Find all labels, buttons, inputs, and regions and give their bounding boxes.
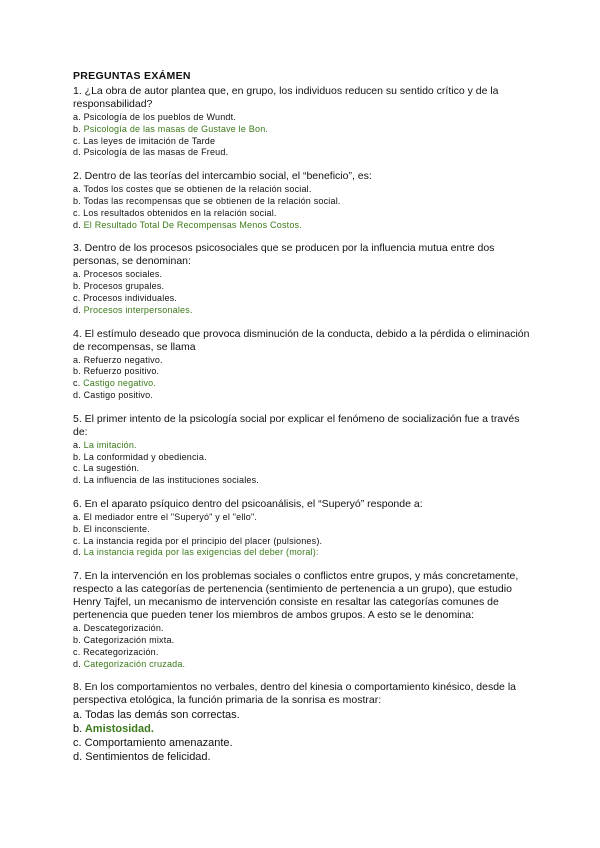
answer-option xyxy=(73,524,533,536)
answer-option xyxy=(73,136,533,148)
question-stem: 6. En el aparato psíquico dentro del psicoanálisis, el “Superyó” responde a: xyxy=(73,497,423,510)
option-letter: b. xyxy=(73,195,81,206)
option-letter: a. xyxy=(73,354,81,365)
answer-option-correct xyxy=(73,440,533,452)
answer-option-correct xyxy=(73,722,533,736)
answer-option xyxy=(73,452,533,464)
answer-option xyxy=(73,647,533,659)
option-letter: a. xyxy=(73,269,81,280)
answer-option xyxy=(73,536,533,548)
option-text: Procesos individuales. xyxy=(83,292,178,303)
option-letter: d. xyxy=(73,147,81,158)
question-block xyxy=(73,413,533,487)
answer-option-correct xyxy=(73,547,533,559)
option-text: La conformidad y obediencia. xyxy=(83,451,207,462)
option-letter: b. xyxy=(73,281,81,292)
answer-option-correct xyxy=(73,220,533,232)
option-letter: d. xyxy=(73,475,81,486)
answer-option-correct xyxy=(73,378,533,390)
question-stem: 2. Dentro de las teorías del intercambio social, el “beneficio”, es: xyxy=(73,170,372,183)
option-text: Todas las demás son correctas. xyxy=(85,709,240,722)
option-text: El Resultado Total De Recompensas Menos Costos. xyxy=(83,219,302,230)
option-letter: c. xyxy=(73,737,82,750)
answer-option xyxy=(73,366,533,378)
option-letter: a. xyxy=(73,709,83,722)
answer-option-correct xyxy=(73,659,533,671)
answer-option xyxy=(73,623,533,635)
option-letter: d. xyxy=(73,219,81,230)
option-text: Psicología de las masas de Freud. xyxy=(83,147,229,158)
option-letter: d. xyxy=(73,547,81,558)
option-letter: b. xyxy=(73,723,83,736)
option-text: La sugestión. xyxy=(83,463,140,474)
option-text: Las leyes de imitación de Tarde xyxy=(83,135,216,146)
question-stem: 5. El primer intento de la psicología social por explicar el fenómeno de socialización fue a través de: xyxy=(73,412,520,438)
question-block xyxy=(73,570,533,670)
option-text: Amistosidad. xyxy=(84,723,154,736)
option-text: Castigo negativo. xyxy=(83,378,157,389)
answer-option xyxy=(73,635,533,647)
answer-option xyxy=(73,475,533,487)
option-text: Procesos interpersonales. xyxy=(83,304,193,315)
option-letter: d. xyxy=(73,658,81,669)
option-letter: b. xyxy=(73,366,81,377)
answer-option xyxy=(73,463,533,475)
answer-option xyxy=(73,281,533,293)
question-stem: 1. ¿La obra de autor plantea que, en grupo, los individuos reducen su sentido crítico y de la responsabilidad? xyxy=(73,85,499,110)
option-text: Categorización mixta. xyxy=(83,634,175,645)
answer-option xyxy=(73,736,533,750)
question-stem: 4. El estímulo deseado que provoca disminución de la conducta, debido a la pérdida o eliminación de recompensas, se llama xyxy=(73,327,530,353)
option-text: Procesos grupales. xyxy=(83,281,165,292)
option-text: La instancia regida por el principio del placer (pulsiones). xyxy=(83,535,323,546)
option-text: Refuerzo positivo. xyxy=(83,366,160,377)
exam-content xyxy=(73,70,533,775)
question-block xyxy=(73,170,533,231)
question-stem: 3. Dentro de los procesos psicosociales que se producen por la influencia mutua entre dos personas, se denominan: xyxy=(73,242,495,268)
option-letter: a. xyxy=(73,439,81,450)
question-stem: 7. En la intervención en los problemas sociales o conflictos entre grupos, y más concretamente, respecto a las categorías de pertenencia (sentimiento de pertenencia a un grupo), que estudio Henry Tajfel, un mecanismo de intervención consiste en resaltar las categorías comunes de pertenencia que pueden tener los miembros de ambos grupos. A esto se le denomina: xyxy=(73,570,519,622)
option-letter: c. xyxy=(73,463,81,474)
answer-option xyxy=(73,355,533,367)
option-text: Castigo positivo. xyxy=(83,389,154,400)
option-text: Recategorización. xyxy=(83,646,159,657)
option-text: Descategorización. xyxy=(83,623,164,634)
answer-option xyxy=(73,196,533,208)
answer-option xyxy=(73,512,533,524)
option-text: Todas las recompensas que se obtienen de la relación social. xyxy=(83,195,341,206)
answer-option xyxy=(73,184,533,196)
option-letter: c. xyxy=(73,292,81,303)
answer-option xyxy=(73,208,533,220)
option-text: La influencia de las instituciones sociales. xyxy=(83,475,260,486)
option-letter: b. xyxy=(73,451,81,462)
option-letter: b. xyxy=(73,634,81,645)
option-letter: c. xyxy=(73,535,81,546)
question-block xyxy=(73,498,533,559)
option-text: El inconsciente. xyxy=(83,523,150,534)
option-text: Procesos sociales. xyxy=(83,269,163,280)
question-block xyxy=(73,681,533,764)
question-stem: 8. En los comportamientos no verbales, dentro del kinesia o comportamiento kinésico, desde la perspectiva etológica, la función primaria de la sonrisa es mostrar: xyxy=(73,681,516,707)
option-letter: c. xyxy=(73,135,81,146)
answer-option-correct xyxy=(73,305,533,317)
answer-option xyxy=(73,390,533,402)
option-letter: a. xyxy=(73,623,81,634)
question-block xyxy=(73,242,533,316)
option-text: Comportamiento amenazante. xyxy=(84,737,233,750)
answer-option xyxy=(73,147,533,159)
option-text: Sentimientos de felicidad. xyxy=(85,751,211,764)
question-block xyxy=(73,328,533,402)
option-letter: d. xyxy=(73,751,83,764)
option-text: Refuerzo negativo. xyxy=(83,354,163,365)
option-letter: a. xyxy=(73,112,81,122)
question-list xyxy=(73,85,533,764)
option-letter: a. xyxy=(73,511,81,522)
option-text: Categorización cruzada. xyxy=(83,658,186,669)
option-text: La imitación. xyxy=(83,439,137,450)
option-letter: d. xyxy=(73,389,81,400)
answer-option xyxy=(73,112,533,124)
option-letter: d. xyxy=(73,304,81,315)
page-title: PREGUNTAS EXÁMEN xyxy=(73,70,191,82)
option-letter: c. xyxy=(73,378,81,389)
option-letter: c. xyxy=(73,646,81,657)
option-text: Psicología de los pueblos de Wundt. xyxy=(83,112,237,122)
option-text: El mediador entre el "Superyó" y el "ello". xyxy=(83,511,258,522)
answer-option xyxy=(73,750,533,764)
answer-option xyxy=(73,269,533,281)
option-text: La instancia regida por las exigencias del deber (moral): xyxy=(83,547,319,558)
option-letter: a. xyxy=(73,184,81,195)
option-text: Psicología de las masas de Gustave le Bon. xyxy=(83,123,269,134)
question-block xyxy=(73,85,533,159)
option-text: Todos los costes que se obtienen de la relación social. xyxy=(83,184,312,195)
option-letter: b. xyxy=(73,123,81,134)
option-text: Los resultados obtenidos en la relación social. xyxy=(83,207,277,218)
answer-option xyxy=(73,293,533,305)
option-letter: b. xyxy=(73,523,81,534)
option-letter: c. xyxy=(73,207,81,218)
answer-option xyxy=(73,708,533,722)
answer-option-correct xyxy=(73,124,533,136)
